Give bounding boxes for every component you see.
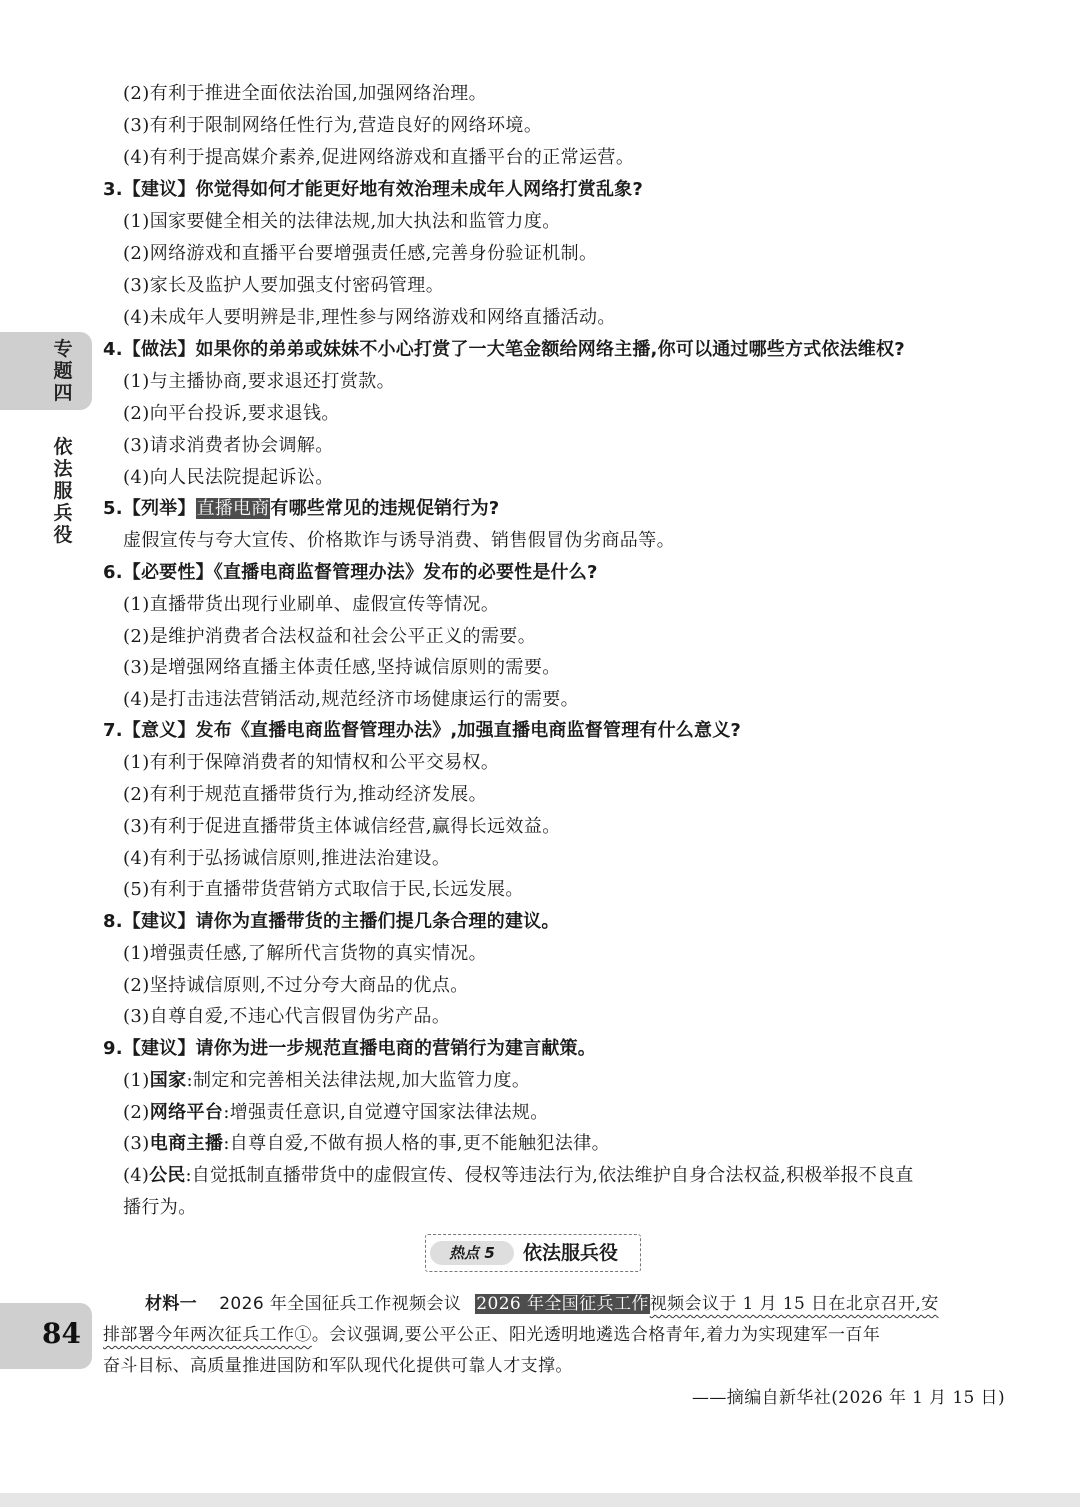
list-item <box>123 1164 913 1188</box>
highlighted-term: 2026 年全国征兵工作 <box>476 1294 649 1314</box>
question-5 <box>103 497 499 521</box>
item-text: :自觉抵制直播带货中的虚假宣传、侵权等违法行为,依法维护自身合法权益,积极举报不良直 <box>185 1165 914 1186</box>
question-7: 7.【意义】发布《直播电商监督管理办法》,加强直播电商监督管理有什么意义? <box>103 720 742 741</box>
highlighted-term: 直播电商 <box>196 498 270 519</box>
material-heading: 2026 年全国征兵工作视频会议 <box>219 1294 462 1314</box>
chapter-tab <box>0 332 92 410</box>
page-number: 84 <box>42 1317 81 1350</box>
list-item: (4)未成年人要明辨是非,理性参与网络游戏和网络直播活动。 <box>123 307 616 328</box>
list-item: (2)网络游戏和直播平台要增强责任感,完善身份验证机制。 <box>123 243 598 264</box>
item-label: 国家 <box>149 1070 187 1091</box>
list-item: (1)有利于保障消费者的知情权和公平交易权。 <box>123 752 500 773</box>
list-item: (2)是维护消费者合法权益和社会公平正义的需要。 <box>123 626 537 647</box>
list-item: (3)请求消费者协会调解。 <box>123 435 334 456</box>
question-4: 4.【做法】如果你的弟弟或妹妹不小心打赏了一大笔金额给网络主播,你可以通过哪些方式依法维权? <box>103 339 905 360</box>
material-line-3: 奋斗目标、高质量推进国防和军队现代化提供可靠人才支撑。 <box>103 1356 573 1376</box>
question-5-suffix: 有哪些常见的违规促销行为? <box>270 498 500 519</box>
page-edge <box>0 1493 1080 1507</box>
hot-badge: 热点 5 <box>430 1241 514 1265</box>
material-text-underlined: 排部署今年两次征兵工作① <box>103 1325 312 1345</box>
item-label: 公民 <box>149 1165 186 1186</box>
list-item: (2)向平台投诉,要求退钱。 <box>123 403 340 424</box>
question-6: 6.【必要性】《直播电商监督管理办法》发布的必要性是什么? <box>103 562 598 583</box>
list-item: (2)有利于规范直播带货行为,推动经济发展。 <box>123 784 488 805</box>
item-number: (1) <box>123 1070 150 1091</box>
list-item: (4)向人民法院提起诉讼。 <box>123 467 334 488</box>
item-text: :自尊自爱,不做有损人格的事,更不能触犯法律。 <box>223 1133 611 1154</box>
list-item: (1)与主播协商,要求退还打赏款。 <box>123 371 396 392</box>
list-item: (5)有利于直播带货营销方式取信于民,长远发展。 <box>123 879 524 900</box>
list-item: (4)有利于弘扬诚信原则,推进法治建设。 <box>123 848 451 869</box>
list-item: (3)是增强网络直播主体责任感,坚持诚信原则的需要。 <box>123 657 561 678</box>
material-label: 材料一 <box>145 1294 198 1314</box>
list-item: (3)有利于促进直播带货主体诚信经营,赢得长远效益。 <box>123 816 561 837</box>
item-number: (2) <box>123 1102 150 1123</box>
item-number: (4) <box>123 1165 150 1186</box>
topic-label: 依法服兵役 <box>53 436 73 546</box>
question-8: 8.【建议】请你为直播带货的主播们提几条合理的建议。 <box>103 911 560 932</box>
material-line-1 <box>145 1292 939 1316</box>
chapter-label: 专题四 <box>53 338 73 404</box>
material-text: 。会议强调,要公平公正、阳光透明地遴选合格青年,着力为实现建军一百年 <box>311 1325 881 1345</box>
list-item: (2)坚持诚信原则,不过分夸大商品的优点。 <box>123 975 469 996</box>
list-item <box>123 1132 610 1156</box>
list-item: (3)自尊自爱,不违心代言假冒伪劣产品。 <box>123 1006 451 1027</box>
list-item: (4)是打击违法营销活动,规范经济市场健康运行的需要。 <box>123 689 580 710</box>
material-source: ——摘编自新华社(2026 年 1 月 15 日) <box>692 1388 1005 1408</box>
item-label: 网络平台 <box>149 1102 224 1123</box>
answer-5: 虚假宣传与夸大宣传、价格欺诈与诱导消费、销售假冒伪劣商品等。 <box>123 530 675 551</box>
item-number: (3) <box>123 1133 150 1154</box>
question-3: 3.【建议】你觉得如何才能更好地有效治理未成年人网络打赏乱象? <box>103 179 644 200</box>
item-text: :制定和完善相关法律法规,加大监管力度。 <box>186 1070 531 1091</box>
list-item: (1)直播带货出现行业刷单、虚假宣传等情况。 <box>123 594 500 615</box>
list-item <box>123 1069 530 1093</box>
list-item: (2)有利于推进全面依法治国,加强网络治理。 <box>123 83 488 104</box>
page-number-tab <box>0 1303 92 1369</box>
section-heading <box>425 1234 641 1272</box>
section-title: 依法服兵役 <box>523 1242 619 1264</box>
list-item <box>123 1101 549 1125</box>
list-item-continuation: 播行为。 <box>123 1197 197 1218</box>
list-item: (1)国家要健全相关的法律法规,加大执法和监管力度。 <box>123 211 561 232</box>
material-text: 视频会议于 1 月 15 日在北京召开,安 <box>649 1294 939 1314</box>
question-9: 9.【建议】请你为进一步规范直播电商的营销行为建言献策。 <box>103 1038 596 1059</box>
list-item: (4)有利于提高媒介素养,促进网络游戏和直播平台的正常运营。 <box>123 147 635 168</box>
question-5-prefix: 5.【列举】 <box>103 498 196 519</box>
list-item: (3)有利于限制网络任性行为,营造良好的网络环境。 <box>123 115 543 136</box>
item-text: :增强责任意识,自觉遵守国家法律法规。 <box>223 1102 549 1123</box>
material-line-2 <box>103 1323 880 1347</box>
list-item: (3)家长及监护人要加强支付密码管理。 <box>123 275 445 296</box>
list-item: (1)增强责任感,了解所代言货物的真实情况。 <box>123 943 488 964</box>
item-label: 电商主播 <box>149 1133 224 1154</box>
